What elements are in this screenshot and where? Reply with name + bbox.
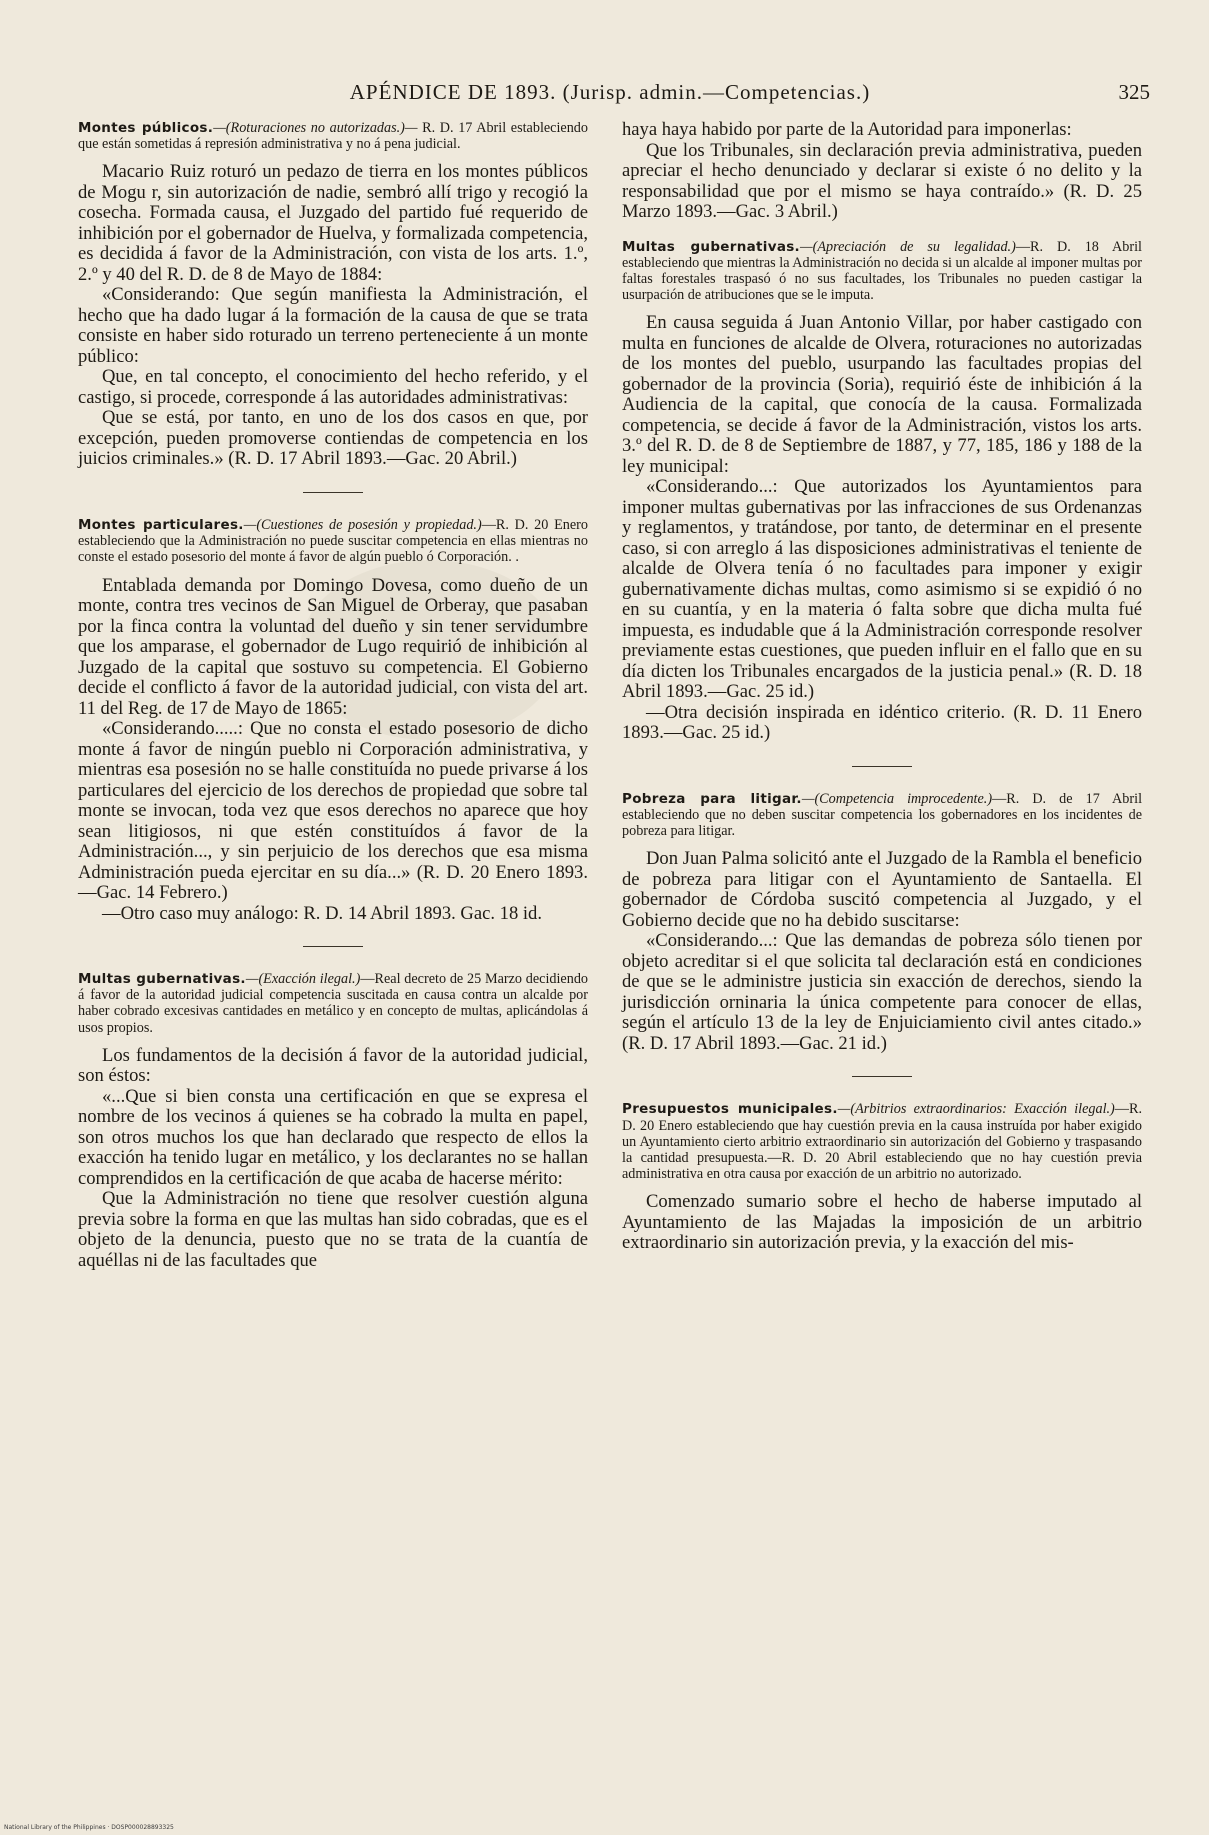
entry-summary-text: R. D. 17 Abril estableciendo que están sometidas á represión administrativa y no á pena judicial. <box>78 120 588 153</box>
page-number: 325 <box>1118 80 1150 104</box>
entry-headword: Pobreza para litigar. <box>622 790 802 807</box>
paragraph: Que se está, por tanto, en uno de los dos casos en que, por excepción, pueden promoverse contiendas de competencia en los juicios criminales.» (R. D. 17 Abril 1893.—Gac. 20 Abril.) <box>78 407 588 470</box>
entry-multas-gubernativas-exaccion <box>78 971 588 1271</box>
scan-credit: National Library of the Philippines · DOSP000028893325 <box>4 1824 174 1831</box>
running-head: APÉNDICE DE 1893. (Jurisp. admin.—Competencias.) <box>349 80 871 104</box>
entry-pobreza-para-litigar <box>622 791 1142 1055</box>
paragraph: Comenzado sumario sobre el hecho de haberse imputado al Ayuntamiento de las Majadas la imposición de un arbitrio extraordinario sin autorización previa, y la exacción del mis- <box>622 1191 1142 1254</box>
paragraph: «Considerando...: Que las demandas de pobreza sólo tienen por objeto acreditar si el que solicita tal declaración está en condiciones de que se le administre justicia sin exacción de derechos, siendo la jurisdicción orninaria la única competente para conocer de ellas, según el artículo 13 de la ley de Enjuiciamiento civil antes citado.» (R. D. 17 Abril 1893.—Gac. 21 id.) <box>622 930 1142 1054</box>
entry-summary <box>622 791 1142 840</box>
paragraph: —Otro caso muy análogo: R. D. 14 Abril 1893. Gac. 18 id. <box>102 902 542 924</box>
entry-summary-text: —R. D. 20 Enero estableciendo que hay cuestión previa en la causa instruída por haber exigido un Ayuntamiento cierto arbitrio extraordinario sin autorización del Gobierno y traspasando la cantidad presupuesta.—R. D. 20 Abril estableciendo que no hay cuestión previa administrativa en otra causa por exacción de un arbitrio no autorizado. <box>622 1101 1142 1183</box>
entry-headword: Multas gubernativas. <box>78 971 246 988</box>
page-header <box>70 80 1150 108</box>
paragraph: «...Que si bien consta una certificación en que se expresa el nombre de los vecinos á quienes se ha cobrado la multa en papel, son otros muchos los que han declarado que respecto de ellos la exacción ha tenido lugar en metálico, y los declarantes no se hallan comprendidos en la certificación de que acaba de hacerse mérito: <box>78 1085 588 1189</box>
paragraph: haya haya habido por parte de la Autoridad para imponerlas: <box>622 119 1072 140</box>
left-column <box>78 120 588 1277</box>
entry-summary <box>622 239 1142 304</box>
entry-subject: —(Arbitrios extraordinarios: Exacción ilegal.) <box>837 1101 1115 1118</box>
entry-summary <box>78 517 588 566</box>
entry-summary <box>622 1101 1142 1182</box>
entry-presupuestos-municipales <box>622 1101 1142 1254</box>
entry-summary-text: —R. D. 18 Abril estableciendo que mientras la Administración no decida si un alcalde al imponer multas por faltas forestales traspasó ó no sus facultades, los Tribunales no pueden castigar la usurpación de atribuciones que se le imputa. <box>622 238 1142 304</box>
entry-multas-gubernativas-legalidad <box>622 239 1142 744</box>
paragraph: Que, en tal concepto, el conocimiento del hecho referido, y el castigo, si procede, corresponde á las autoridades administrativas: <box>78 366 588 408</box>
entry-summary-text: —Real decreto de 25 Marzo decidiendo á favor de la autoridad judicial competencia suscitada en causa contra un alcalde por haber cobrado excesivas cantidades en metálico y en concepto de multas, aplicándolas á usos propios. <box>78 971 589 1036</box>
paragraph: «Considerando...: Que autorizados los Ayuntamientos para imponer multas gubernativas por las infracciones de sus Ordenanzas y reglamentos, y tratándose, por tanto, de determinar en el presente caso, si con arreglo á las disposiciones administrativas el teniente de alcalde de Olvera tenía ó no facultades para imponer y exigir gubernativamente dichas multas, como asimismo si se expidió ó no en su cuantía, y en la materia ó falta sobre que dicha multa fué impuesta, es indudable que á la Administración corresponde resolver previamente estas cuestiones, que pueden influir en el fallo que en su día dicten los Tribunales encargados de la justicia penal.» (R. D. 18 Abril 1893.—Gac. 25 id.) <box>622 476 1142 703</box>
paragraph: «Considerando.....: Que no consta el estado posesorio de dicho monte á favor de ningún pueblo ni Corporación administrativa, y mientras esa posesión no se halle constituída no puede privarse á los particulares del ejercicio de los derechos de propiedad que sobre tal monte se invocan, toda vez que esos derechos no aparece que hoy sean litigiosos, ni que estén constituídos á favor de la Administración..., y sin perjuicio de los derechos que esa misma Administración pueda ejercitar en su día...» (R. D. 20 Enero 1893.—Gac. 14 Febrero.) <box>78 718 588 904</box>
right-column <box>622 120 1142 1260</box>
entry-subject: —(Competencia improcedente.) <box>801 790 993 807</box>
entry-montes-particulares <box>78 517 588 924</box>
section-divider <box>303 946 363 947</box>
entry-summary-text: —R. D. de 17 Abril estableciendo que no deben suscitar competencia los gobernadores en los incidentes de pobreza para litigar. <box>622 790 1143 840</box>
paragraph: Macario Ruiz roturó un pedazo de tierra en los montes públicos de Mogu r, sin autorización de nadie, sembró allí trigo y recogió la cosecha. Formada causa, el Juzgado del partido fué requerido de inhibición por el gobernador de Huelva, y formalizada competencia, es decidida á favor de la Administración, con vista de los arts. 1.º, 2.º y 40 del R. D. de 8 de Mayo de 1884: <box>78 161 588 285</box>
entry-subject: —(Roturaciones no autorizadas.)— <box>213 120 418 136</box>
paragraph: Los fundamentos de la decisión á favor de la autoridad judicial, son éstos: <box>78 1044 588 1087</box>
entry-subject: —(Exacción ilegal.) <box>245 971 361 988</box>
entry-subject: —(Apreciación de su legalidad.) <box>800 238 1016 255</box>
paragraph: Entablada demanda por Domingo Dovesa, como dueño de un monte, contra tres vecinos de San Miguel de Orberay, que pasaban por la finca contra la voluntad del dueño y sin tener servidumbre que los amparase, el gobernador de Lugo requirió de inhibición al Juzgado de la capital que sostuvo su competencia. El Gobierno decide el conflicto á favor de la autoridad judicial, con vista del art. 11 del Reg. de 17 de Mayo de 1865: <box>78 574 588 719</box>
entry-headword: Presupuestos municipales. <box>622 1101 838 1118</box>
entry-subject: —(Cuestiones de posesión y propiedad.) <box>243 516 482 533</box>
entry-continuation <box>622 120 1142 223</box>
paragraph: «Considerando: Que según manifiesta la Administración, el hecho que ha dado lugar á la formación de la causa de que se trata consiste en haber sido roturado un terreno perteneciente á un monte público: <box>78 284 588 367</box>
paragraph: Don Juan Palma solicitó ante el Juzgado de la Rambla el beneficio de pobreza para litigar con el Ayuntamiento de Santaella. El gobernador de Córdoba suscitó competencia al Juzgado, y el Gobierno decide que no ha debido suscitarse: <box>622 848 1142 931</box>
entry-summary-text: —R. D. 20 Enero estableciendo que la Administración no puede suscitar competencia en ellas mientras no conste el estado posesorio del monte á favor de algún pueblo ó Corporación. . <box>78 516 588 566</box>
paragraph: En causa seguida á Juan Antonio Villar, por haber castigado con multa en funciones de alcalde de Olvera, roturaciones no autorizadas de los montes del pueblo, usurpando las facultades propias del gobernador de la provincia (Soria), requirió éste de inhibición á la Audiencia de la capital, que conocía de la causa. Formalizada competencia, se decide á favor de la Administración, vistos los arts. 3.º del R. D. de 8 de Septiembre de 1887, y 77, 185, 186 y 188 de la ley municipal: <box>622 312 1142 477</box>
entry-headword: Montes particulares. <box>78 516 244 533</box>
entry-summary <box>78 120 588 152</box>
section-divider <box>852 766 912 767</box>
paragraph: Que la Administración no tiene que resolver cuestión alguna previa sobre la forma en que las multas han sido cobradas, que es el objeto de la denuncia, puesto que no se trata de la cuantía de aquéllas ni de las facultades que <box>78 1188 588 1271</box>
entry-headword: Montes públicos. <box>78 120 214 136</box>
section-divider <box>852 1076 912 1077</box>
entry-summary <box>78 971 588 1036</box>
entry-montes-publicos <box>78 120 588 470</box>
section-divider <box>303 492 363 493</box>
paragraph: Que los Tribunales, sin declaración previa administrativa, pueden apreciar el hecho denunciado y declarar si existe ó no delito y la responsabilidad que por el mismo se haya contraído.» (R. D. 25 Marzo 1893.—Gac. 3 Abril.) <box>622 139 1142 222</box>
paragraph: —Otra decisión inspirada en idéntico criterio. (R. D. 11 Enero 1893.—Gac. 25 id.) <box>622 701 1142 744</box>
entry-headword: Multas gubernativas. <box>622 238 800 255</box>
